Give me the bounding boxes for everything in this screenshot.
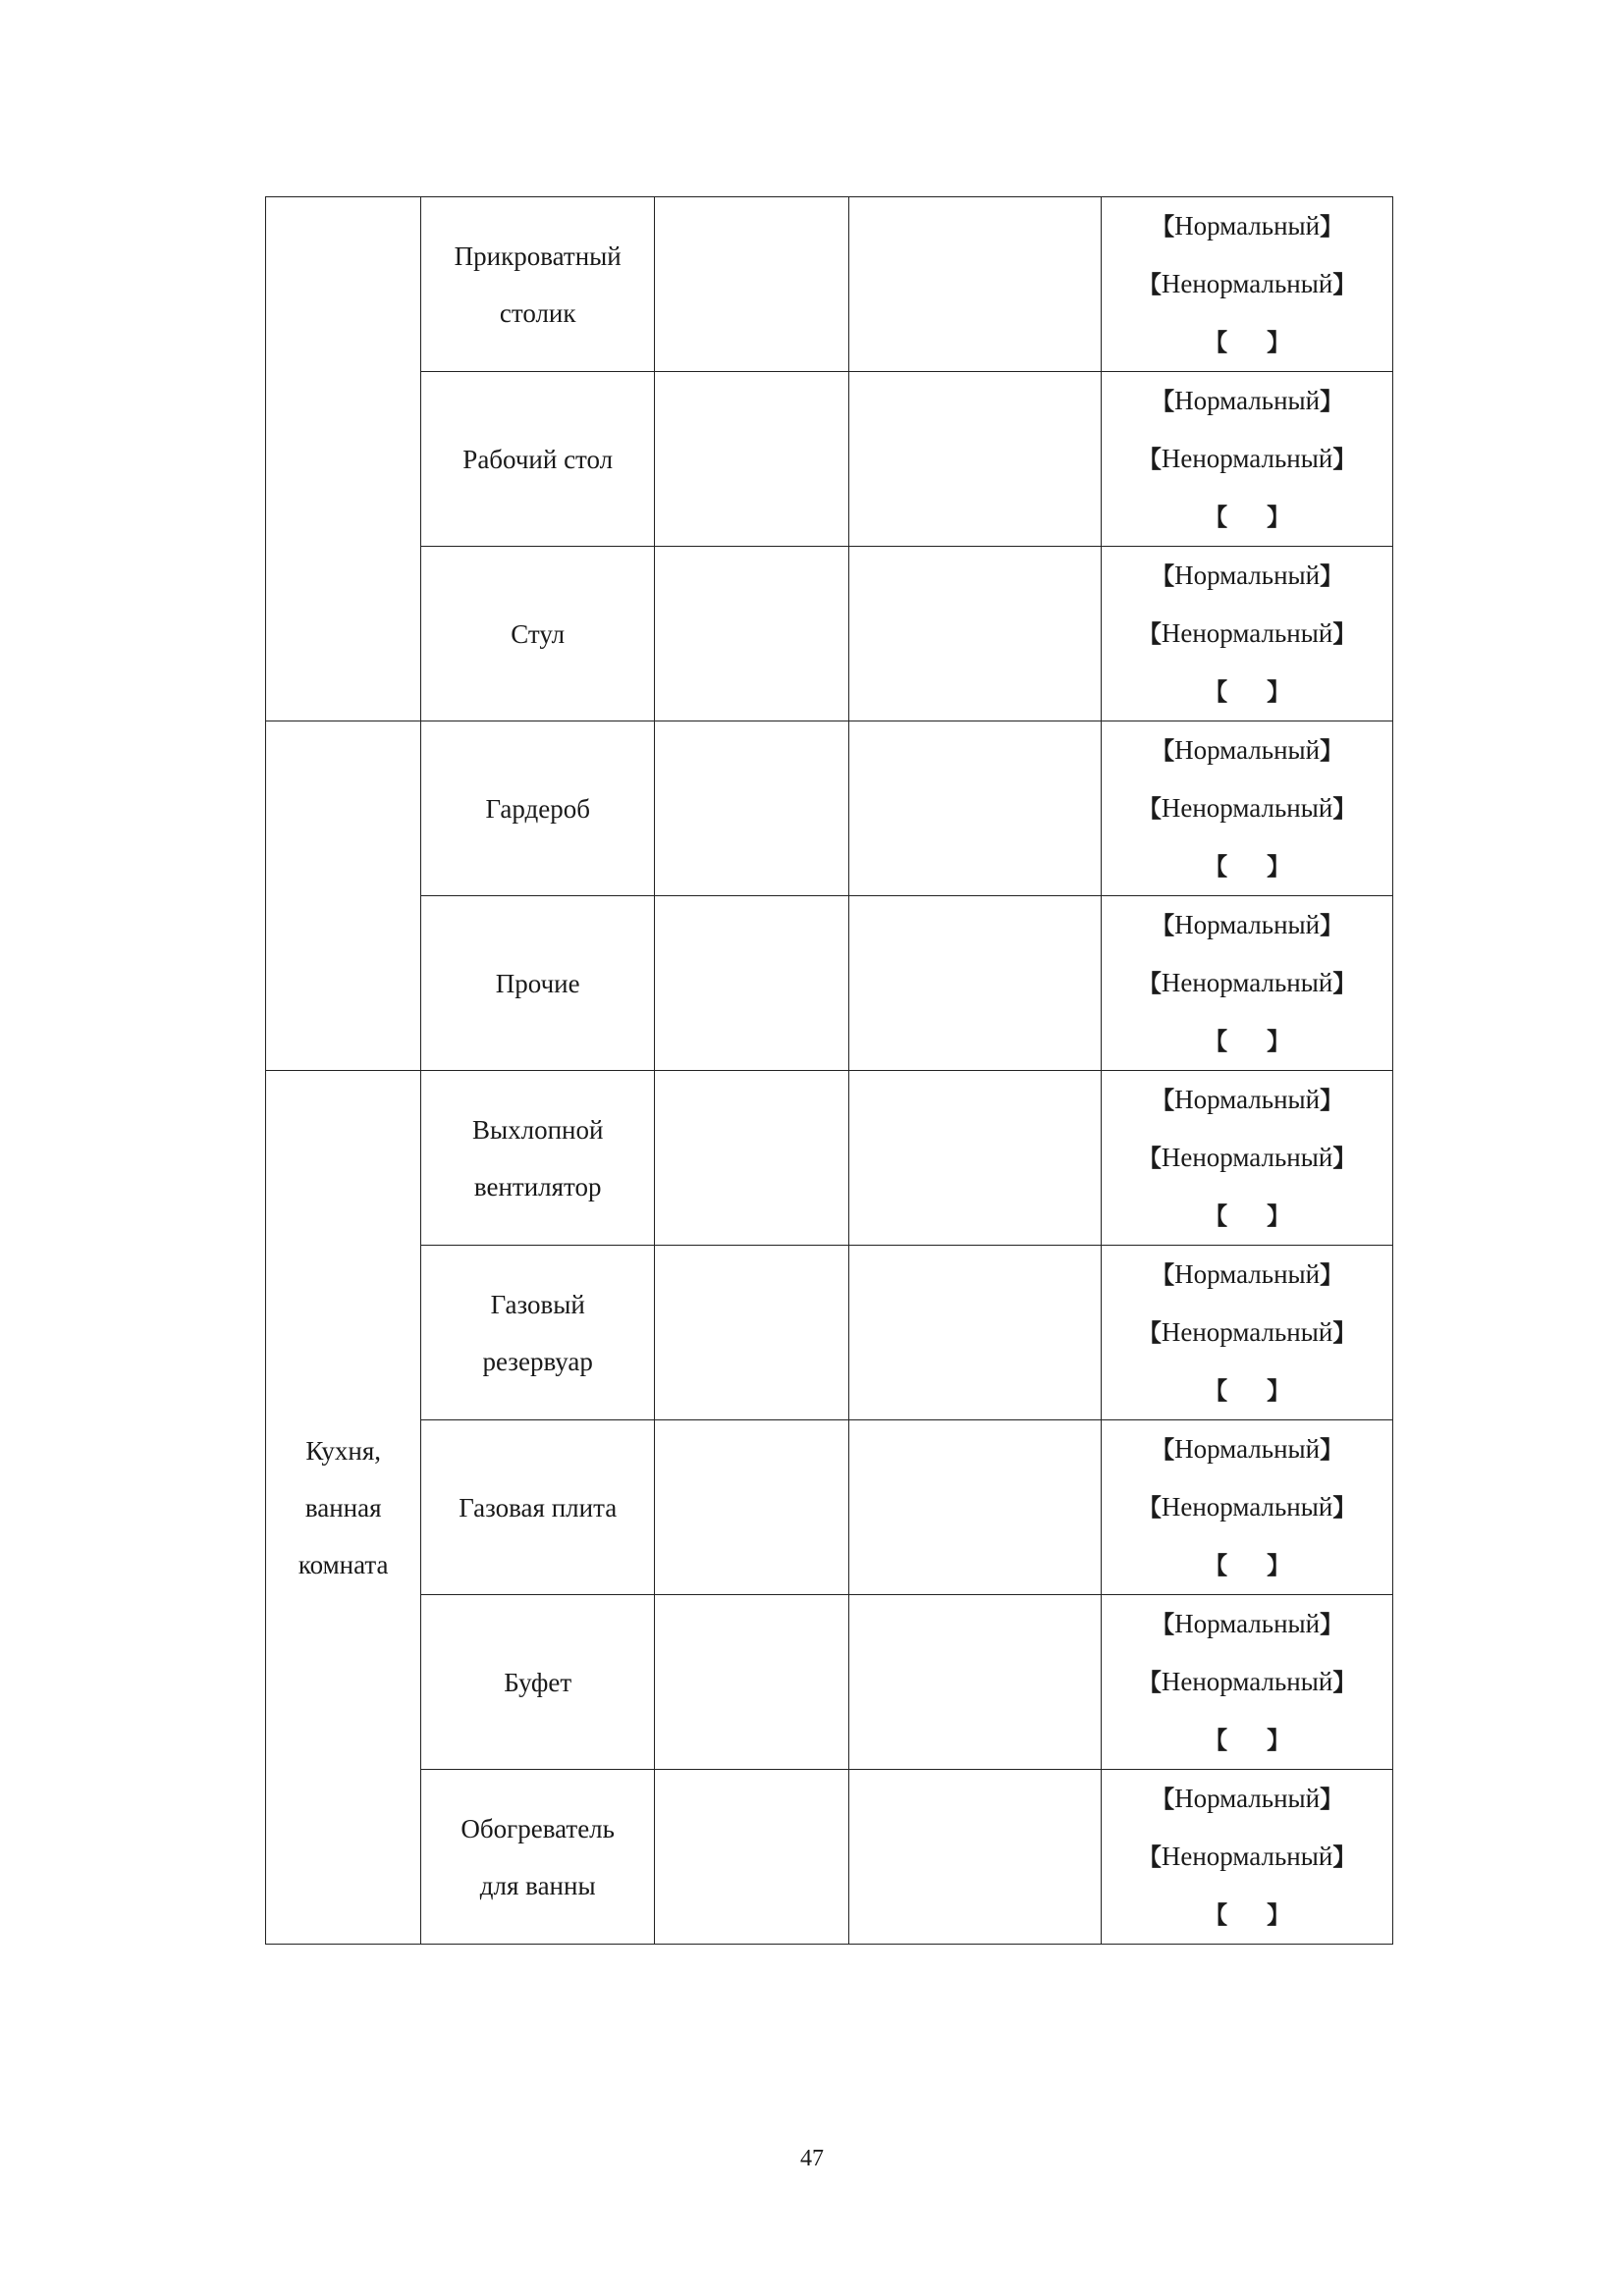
status-cell: [1102, 1595, 1393, 1770]
item-label: Прикроватный столик: [454, 240, 622, 328]
status-option-normal[interactable]: [1102, 1246, 1392, 1304]
status-option-normal-label: Нормальный: [1174, 735, 1321, 765]
table-row: [266, 197, 1393, 372]
status-cell: [1102, 1420, 1393, 1595]
status-option-normal-label: Нормальный: [1174, 211, 1321, 240]
open-bracket: 【: [1204, 504, 1228, 531]
close-bracket: 】: [1267, 1377, 1291, 1405]
close-bracket: 】: [1320, 388, 1344, 415]
status-option-abnormal-label: Ненормальный: [1161, 1842, 1333, 1871]
status-option-blank[interactable]: [1102, 1362, 1392, 1419]
status-option-normal-label: Нормальный: [1174, 1784, 1321, 1813]
open-bracket: 【: [1151, 1436, 1175, 1464]
open-bracket: 【: [1151, 1261, 1175, 1289]
status-option-abnormal[interactable]: [1102, 430, 1392, 488]
close-bracket: 】: [1267, 329, 1291, 356]
blank-cell-1[interactable]: [655, 197, 849, 372]
status-option-abnormal[interactable]: [1102, 1653, 1392, 1711]
open-bracket: 【: [1204, 1377, 1228, 1405]
item-cell: [421, 197, 655, 372]
open-bracket: 【: [1151, 213, 1175, 240]
open-bracket: 【: [1204, 853, 1228, 881]
status-option-normal-label: Нормальный: [1174, 561, 1321, 590]
item-label: Стул: [511, 618, 566, 649]
open-bracket: 【: [1204, 1901, 1228, 1929]
status-option-abnormal-label: Ненормальный: [1161, 1317, 1333, 1347]
status-option-normal-label: Нормальный: [1174, 910, 1321, 939]
table-row: [266, 721, 1393, 896]
blank-cell-1[interactable]: [655, 721, 849, 896]
status-cell: [1102, 197, 1393, 372]
close-bracket: 】: [1267, 853, 1291, 881]
table-row: [266, 1420, 1393, 1595]
open-bracket: 【: [1137, 1145, 1162, 1172]
open-bracket: 【: [1137, 1494, 1162, 1522]
status-option-blank[interactable]: [1102, 837, 1392, 895]
status-option-abnormal-label: Ненормальный: [1161, 793, 1333, 823]
blank-cell-1[interactable]: [655, 1246, 849, 1420]
status-option-normal-label: Нормальный: [1174, 386, 1321, 415]
table-row: [266, 547, 1393, 721]
open-bracket: 【: [1204, 1028, 1228, 1055]
blank-cell-2[interactable]: [848, 1071, 1102, 1246]
close-bracket: 】: [1332, 1319, 1357, 1347]
open-bracket: 【: [1151, 562, 1175, 590]
open-bracket: 【: [1204, 678, 1228, 706]
blank-cell-2[interactable]: [848, 1420, 1102, 1595]
status-option-blank[interactable]: [1102, 488, 1392, 546]
item-cell: [421, 1420, 655, 1595]
close-bracket: 】: [1267, 1028, 1291, 1055]
blank-cell-2[interactable]: [848, 721, 1102, 896]
status-option-normal-label: Нормальный: [1174, 1085, 1321, 1114]
open-bracket: 【: [1151, 388, 1175, 415]
item-cell: [421, 896, 655, 1071]
open-bracket: 【: [1137, 1843, 1162, 1871]
open-bracket: 【: [1137, 970, 1162, 997]
open-bracket: 【: [1151, 1611, 1175, 1638]
item-label: Газовая плита: [459, 1492, 618, 1522]
close-bracket: 】: [1267, 1901, 1291, 1929]
item-cell: [421, 1246, 655, 1420]
status-option-normal[interactable]: [1102, 197, 1392, 255]
status-option-abnormal[interactable]: [1102, 1828, 1392, 1886]
close-bracket: 】: [1332, 446, 1357, 473]
status-option-abnormal[interactable]: [1102, 605, 1392, 663]
inspection-table-body: [266, 197, 1393, 1945]
status-option-abnormal[interactable]: [1102, 1129, 1392, 1187]
item-cell: [421, 372, 655, 547]
blank-cell-1[interactable]: [655, 896, 849, 1071]
blank-cell-2[interactable]: [848, 197, 1102, 372]
close-bracket: 】: [1332, 795, 1357, 823]
page-number: 47: [800, 2146, 824, 2171]
item-cell: [421, 721, 655, 896]
status-option-abnormal[interactable]: [1102, 1304, 1392, 1362]
open-bracket: 【: [1151, 1786, 1175, 1813]
status-option-blank[interactable]: [1102, 1187, 1392, 1245]
open-bracket: 【: [1204, 1202, 1228, 1230]
table-row: [266, 1246, 1393, 1420]
room-cell: [266, 721, 421, 1071]
blank-cell-2[interactable]: [848, 1246, 1102, 1420]
open-bracket: 【: [1137, 795, 1162, 823]
open-bracket: 【: [1204, 1552, 1228, 1579]
status-option-normal[interactable]: [1102, 547, 1392, 605]
close-bracket: 】: [1320, 1087, 1344, 1114]
item-cell: [421, 547, 655, 721]
blank-cell-1[interactable]: [655, 1420, 849, 1595]
table-row: [266, 1595, 1393, 1770]
room-cell: [266, 1071, 421, 1945]
blank-cell-1[interactable]: [655, 547, 849, 721]
status-option-abnormal[interactable]: [1102, 954, 1392, 1012]
open-bracket: 【: [1151, 912, 1175, 939]
close-bracket: 】: [1267, 1727, 1291, 1754]
item-cell: [421, 1595, 655, 1770]
open-bracket: 【: [1137, 1319, 1162, 1347]
close-bracket: 】: [1267, 1202, 1291, 1230]
blank-cell-2[interactable]: [848, 1770, 1102, 1945]
close-bracket: 】: [1320, 1261, 1344, 1289]
item-cell: [421, 1770, 655, 1945]
status-cell: [1102, 547, 1393, 721]
item-cell: [421, 1071, 655, 1246]
status-option-blank[interactable]: [1102, 1012, 1392, 1070]
close-bracket: 】: [1320, 912, 1344, 939]
item-label: Газовый резервуар: [482, 1289, 593, 1376]
status-option-abnormal-label: Ненормальный: [1161, 1492, 1333, 1522]
open-bracket: 【: [1137, 271, 1162, 298]
status-option-normal[interactable]: [1102, 372, 1392, 430]
close-bracket: 】: [1320, 1611, 1344, 1638]
close-bracket: 】: [1320, 737, 1344, 765]
status-option-blank[interactable]: [1102, 1536, 1392, 1594]
status-option-normal[interactable]: [1102, 1420, 1392, 1478]
status-option-abnormal-label: Ненормальный: [1161, 968, 1333, 997]
close-bracket: 】: [1320, 562, 1344, 590]
status-cell: [1102, 1071, 1393, 1246]
status-option-normal[interactable]: [1102, 896, 1392, 954]
blank-cell-1[interactable]: [655, 1071, 849, 1246]
status-option-normal[interactable]: [1102, 721, 1392, 779]
status-option-blank[interactable]: [1102, 663, 1392, 721]
open-bracket: 【: [1204, 329, 1228, 356]
item-label: Гардероб: [485, 793, 590, 824]
open-bracket: 【: [1137, 446, 1162, 473]
close-bracket: 】: [1267, 1552, 1291, 1579]
table-row: [266, 896, 1393, 1071]
status-option-abnormal[interactable]: [1102, 255, 1392, 313]
blank-cell-1[interactable]: [655, 1770, 849, 1945]
status-option-abnormal-label: Ненормальный: [1161, 1143, 1333, 1172]
inspection-table: [265, 196, 1393, 1945]
blank-cell-2[interactable]: [848, 1595, 1102, 1770]
status-option-normal[interactable]: [1102, 1595, 1392, 1653]
table-row: [266, 1071, 1393, 1246]
close-bracket: 】: [1332, 271, 1357, 298]
status-cell: [1102, 896, 1393, 1071]
status-option-abnormal-label: Ненормальный: [1161, 444, 1333, 473]
close-bracket: 】: [1267, 678, 1291, 706]
open-bracket: 【: [1137, 1669, 1162, 1696]
close-bracket: 】: [1332, 1145, 1357, 1172]
item-label: Обогреватель для ванны: [460, 1813, 615, 1900]
table-row: [266, 372, 1393, 547]
status-option-blank[interactable]: [1102, 1886, 1392, 1944]
blank-cell-1[interactable]: [655, 1595, 849, 1770]
blank-cell-2[interactable]: [848, 547, 1102, 721]
status-option-blank[interactable]: [1102, 313, 1392, 371]
close-bracket: 】: [1332, 620, 1357, 648]
status-option-normal-label: Нормальный: [1174, 1609, 1321, 1638]
open-bracket: 【: [1151, 1087, 1175, 1114]
status-cell: [1102, 1246, 1393, 1420]
item-label: Рабочий стол: [462, 444, 614, 474]
status-option-abnormal-label: Ненормальный: [1161, 1667, 1333, 1696]
close-bracket: 】: [1320, 213, 1344, 240]
item-label: Выхлопной вентилятор: [471, 1114, 604, 1201]
close-bracket: 】: [1332, 1669, 1357, 1696]
status-option-normal-label: Нормальный: [1174, 1259, 1321, 1289]
room-label: Кухня, ванная комната: [298, 1435, 389, 1579]
blank-cell-2[interactable]: [848, 896, 1102, 1071]
status-cell: [1102, 372, 1393, 547]
status-cell: [1102, 721, 1393, 896]
status-option-normal[interactable]: [1102, 1770, 1392, 1828]
open-bracket: 【: [1137, 620, 1162, 648]
open-bracket: 【: [1151, 737, 1175, 765]
status-option-blank[interactable]: [1102, 1711, 1392, 1769]
open-bracket: 【: [1204, 1727, 1228, 1754]
close-bracket: 】: [1332, 1494, 1357, 1522]
close-bracket: 】: [1332, 1843, 1357, 1871]
close-bracket: 】: [1320, 1786, 1344, 1813]
close-bracket: 】: [1267, 504, 1291, 531]
status-option-abnormal-label: Ненормальный: [1161, 269, 1333, 298]
status-option-abnormal[interactable]: [1102, 779, 1392, 837]
blank-cell-1[interactable]: [655, 372, 849, 547]
status-option-abnormal[interactable]: [1102, 1478, 1392, 1536]
item-label: Прочие: [495, 968, 580, 998]
close-bracket: 】: [1332, 970, 1357, 997]
close-bracket: 】: [1320, 1436, 1344, 1464]
status-option-normal[interactable]: [1102, 1071, 1392, 1129]
status-option-abnormal-label: Ненормальный: [1161, 618, 1333, 648]
blank-cell-2[interactable]: [848, 372, 1102, 547]
status-option-normal-label: Нормальный: [1174, 1434, 1321, 1464]
status-cell: [1102, 1770, 1393, 1945]
item-label: Буфет: [504, 1667, 572, 1697]
table-row: [266, 1770, 1393, 1945]
room-cell: [266, 197, 421, 721]
